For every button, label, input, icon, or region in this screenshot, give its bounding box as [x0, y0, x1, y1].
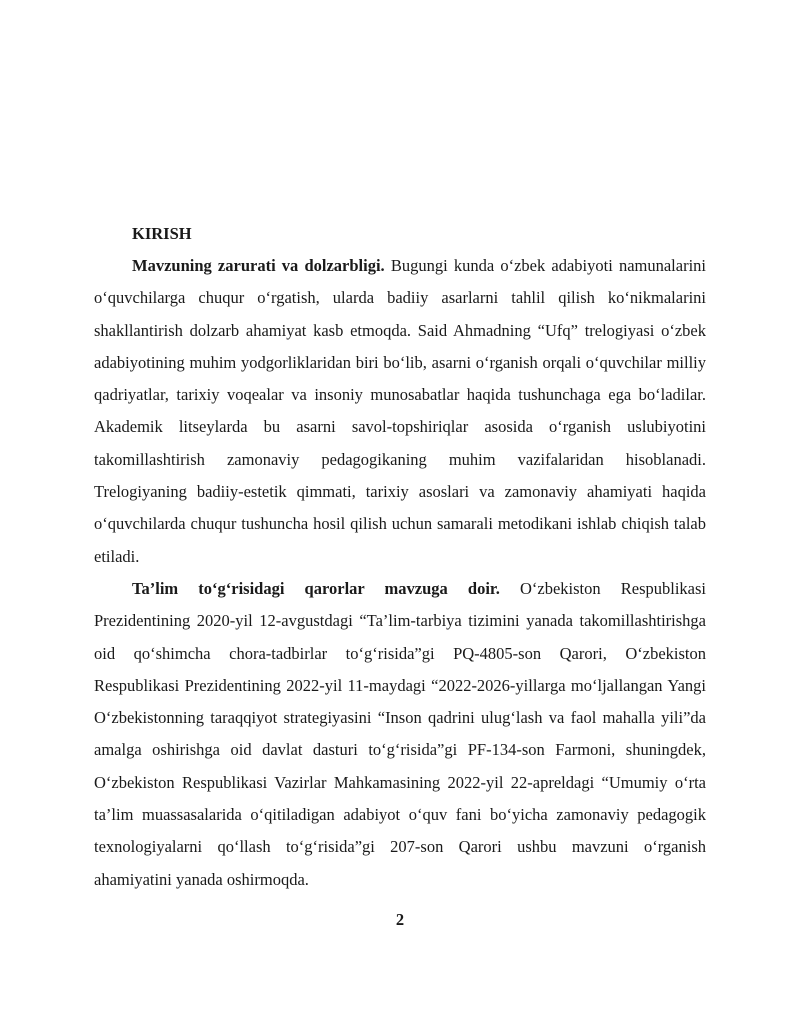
section-heading: KIRISH — [132, 224, 192, 243]
paragraph-text: Bugungi kunda o‘zbek adabiyoti namunalarini o‘quvchilarga chuqur o‘rgatish, ularda badiiy asarlarni tahlil qilish ko‘nikmalarini shakllantirish dolzarb ahamiyat kasb etmoqda. Said Ahmadning “Ufq” trelogiyasi o‘zbek adabiyotining muhim yodgorliklaridan biri bo‘lib, asarni o‘rganish orqali o‘quvchilar milliy qadriyatlar, tarixiy voqealar va insoniy munosabatlar haqida tushunchaga ega bo‘ladilar. Akademik litseylarda bu asarni savol-topshiriqlar asosida o‘rganish uslubiyotini takomillashtirish zamonaviy pedagogikaning muhim vazifalaridan hisoblanadi. Trelogiyaning badiiy-estetik qimmati, tarixiy asoslari va zamonaviy ahamiyati haqida o‘quvchilarda chuqur tushuncha hosil qilish uchun samarali metodikani ishlab chiqish talab etiladi. — [94, 256, 707, 566]
paragraph-lead: Mavzuning zarurati va dolzarbligi. — [132, 256, 385, 275]
paragraph-lead: Ta’lim to‘g‘risidagi qarorlar mavzuga doir. — [132, 578, 500, 598]
paragraph-relevance — [94, 250, 706, 573]
page-number: 2 — [395, 910, 405, 929]
paragraph-decrees — [94, 573, 706, 896]
paragraph-text: O‘zbekiston Respublikasi Prezidentining 2020-yil 12-avgustdagi “Ta’lim-tarbiya tizimini yanada takomillashtirishga oid qo‘shimcha chora-tadbirlar to‘g‘risida”gi PQ-4805-son Qarori, O‘zbekiston Respublikasi Prezidentining 2022-yil 11-maydagi “2022-2026-yillarga mo‘ljallangan Yangi O‘zbekistonning taraqqiyot strategiyasini “Inson qadrini ulug‘lash va faol mahalla yili”da amalga oshirishga oid davlat dasturi to‘g‘risida”gi PF-134-son Farmoni, shuningdek, O‘zbekiston Respublikasi Vazirlar Mahkamasining 2022-yil 22-apreldagi “Umumiy o‘rta ta’lim muassasalarida o‘qitiladigan adabiyot o‘quv fani bo‘yicha zamonaviy pedagogik texnologiyalarni qo‘llash to‘g‘risida”gi 207-son Qarori ushbu mavzuni o‘rganish ahamiyatini yanada oshirmoqda. — [94, 578, 706, 889]
document-body — [94, 218, 706, 896]
